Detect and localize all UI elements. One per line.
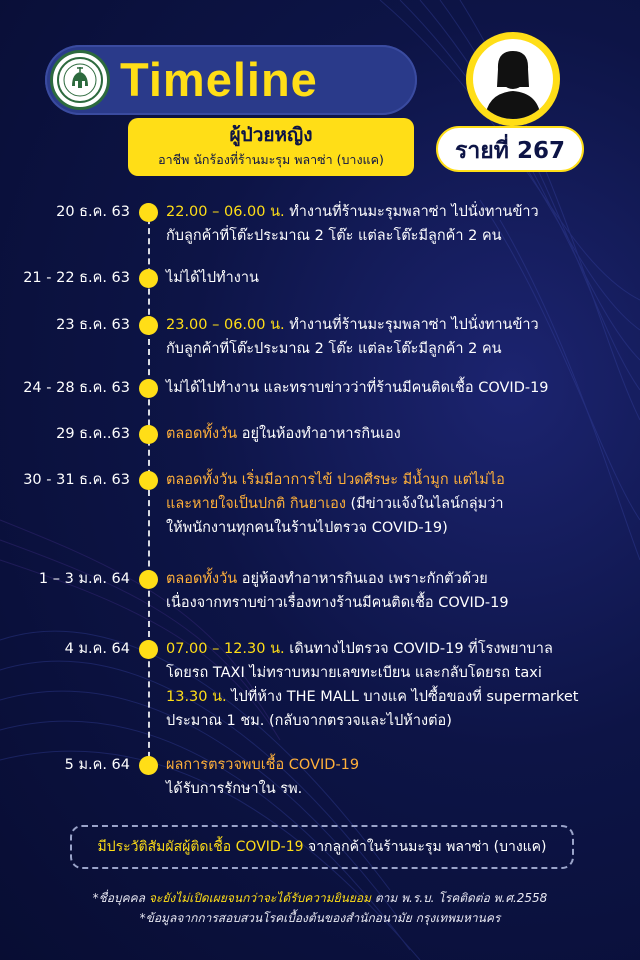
timeline-date: 24 - 28 ธ.ค. 63 [23,380,130,396]
timeline-text-line3: ให้พนักงานทุกคนในร้านไปตรวจ COVID-19) [166,520,448,536]
symptom-highlight: ตลอดทั้งวัน เริ่มมีอาการไข้ ปวดศีรษะ มีน้ำมูก แต่ไม่ไอ [166,472,505,488]
timeline-text [166,637,626,661]
timeline-text-line2: เนื่องจากทราบข่าวเรื่องทางร้านมีคนติดเชื้อ COVID-19 [166,595,509,611]
timeline-text [166,468,626,492]
timeline-dot [139,316,158,335]
event-text: อยู่ในห้องทำอาหารกินเอง [237,426,401,442]
symptom-highlight: และหายใจเป็นปกติ กินยาเอง [166,496,346,512]
timeline-text-line2: กับลูกค้าที่โต๊ะประมาณ 2 โต๊ะ แต่ละโต๊ะมีลูกค้า 2 คน [166,228,502,244]
timeline-text-line4: ประมาณ 1 ชม. (กลับจากตรวจและไปห้างต่อ) [166,713,452,729]
event-text: (มีข่าวแจ้งในไลน์กลุ่มว่า [345,496,504,512]
event-text: เดินทางไปตรวจ COVID-19 ที่โรงพยาบาล [284,641,553,657]
timeline-date: 4 ม.ค. 64 [64,641,130,657]
timeline-text: ไม่ได้ไปทำงาน และทราบข่าวว่าที่ร้านมีคนติดเชื้อ COVID-19 [166,380,549,396]
footnote-privacy [0,889,640,908]
event-text: ทำงานที่ร้านมะรุมพลาซ่า ไปนั่งทานข้าว [284,317,539,333]
timeline-date: 5 ม.ค. 64 [64,757,130,773]
result-highlight: ผลการตรวจพบเชื้อ COVID-19 [166,757,360,773]
timeline-dot [139,425,158,444]
timeline-text-line2: กับลูกค้าที่โต๊ะประมาณ 2 โต๊ะ แต่ละโต๊ะมีลูกค้า 2 คน [166,341,502,357]
timeline-date: 20 ธ.ค. 63 [56,204,130,220]
timeline-dot [139,471,158,490]
person-silhouette-icon [473,39,553,119]
timeline-dot [139,756,158,775]
footnote-text: *ชื่อบุคคล [92,891,149,905]
contact-label: มีประวัติสัมผัสผู้ติดเชื้อ COVID-19 [97,839,304,855]
footnote-text: ตาม พ.ร.บ. โรคติดต่อ พ.ศ.2558 [371,891,548,905]
timeline-text-line3 [166,685,626,709]
timeline-text [166,422,626,446]
time-highlight: 22.00 – 06.00 น. [166,204,285,220]
page-title: Timeline [120,53,318,106]
time-highlight: 07.00 – 12.30 น. [166,641,285,657]
timeline-text: ไม่ได้ไปทำงาน [166,270,259,286]
timeline-text-line2 [166,492,626,516]
bma-logo-seal [50,50,110,110]
timeline-text [166,753,626,777]
timeline-date: 1 – 3 ม.ค. 64 [38,571,130,587]
patient-title: ผู้ป่วยหญิง [229,124,313,146]
footnote-highlight: จะยังไม่เปิดเผยจนกว่าจะได้รับความยินยอม [148,891,371,905]
timeline-dot [139,570,158,589]
event-text: ไปที่ห้าง THE MALL บางแค ไปซื้อของที่ supermarket [226,689,579,705]
timeline-date: 29 ธ.ค..63 [56,426,130,442]
timeline-text-line2: ได้รับการรักษาใน รพ. [166,781,303,797]
timeline-dot [139,203,158,222]
patient-occupation: อาชีพ นักร้องที่ร้านมะรุม พลาซ่า (บางแค) [158,152,384,167]
timeline-text-line2: โดยรถ TAXI ไม่ทราบหมายเลขทะเบียน และกลับโดยรถ taxi [166,665,542,681]
event-text: อยู่ห้องทำอาหารกินเอง เพราะกักตัวด้วย [237,571,488,587]
timeline-text [166,200,626,224]
time-highlight: 13.30 น. [166,689,227,705]
timeline-dot [139,640,158,659]
time-highlight: ตลอดทั้งวัน [166,571,238,587]
timeline-dot [139,269,158,288]
timeline-text [166,313,626,337]
timeline-date: 21 - 22 ธ.ค. 63 [23,270,130,286]
time-highlight: ตลอดทั้งวัน [166,426,238,442]
footnote-source: *ข้อมูลจากการสอบสวนโรคเบื้องต้นของสำนักอนามัย กรุงเทพมหานคร [139,911,501,925]
case-number-badge: รายที่ 267 [436,126,584,172]
contact-history-box [70,825,574,869]
patient-info-box [128,118,414,176]
elephant-seal-icon [56,56,104,104]
timeline-dot [139,379,158,398]
event-text: ทำงานที่ร้านมะรุมพลาซ่า ไปนั่งทานข้าว [284,204,539,220]
contact-source: จากลูกค้าในร้านมะรุม พลาซ่า (บางแค) [303,839,547,855]
avatar [466,32,560,126]
timeline-date: 30 - 31 ธ.ค. 63 [23,472,130,488]
timeline-date: 23 ธ.ค. 63 [56,317,130,333]
timeline-text [166,567,626,591]
time-highlight: 23.00 – 06.00 น. [166,317,285,333]
